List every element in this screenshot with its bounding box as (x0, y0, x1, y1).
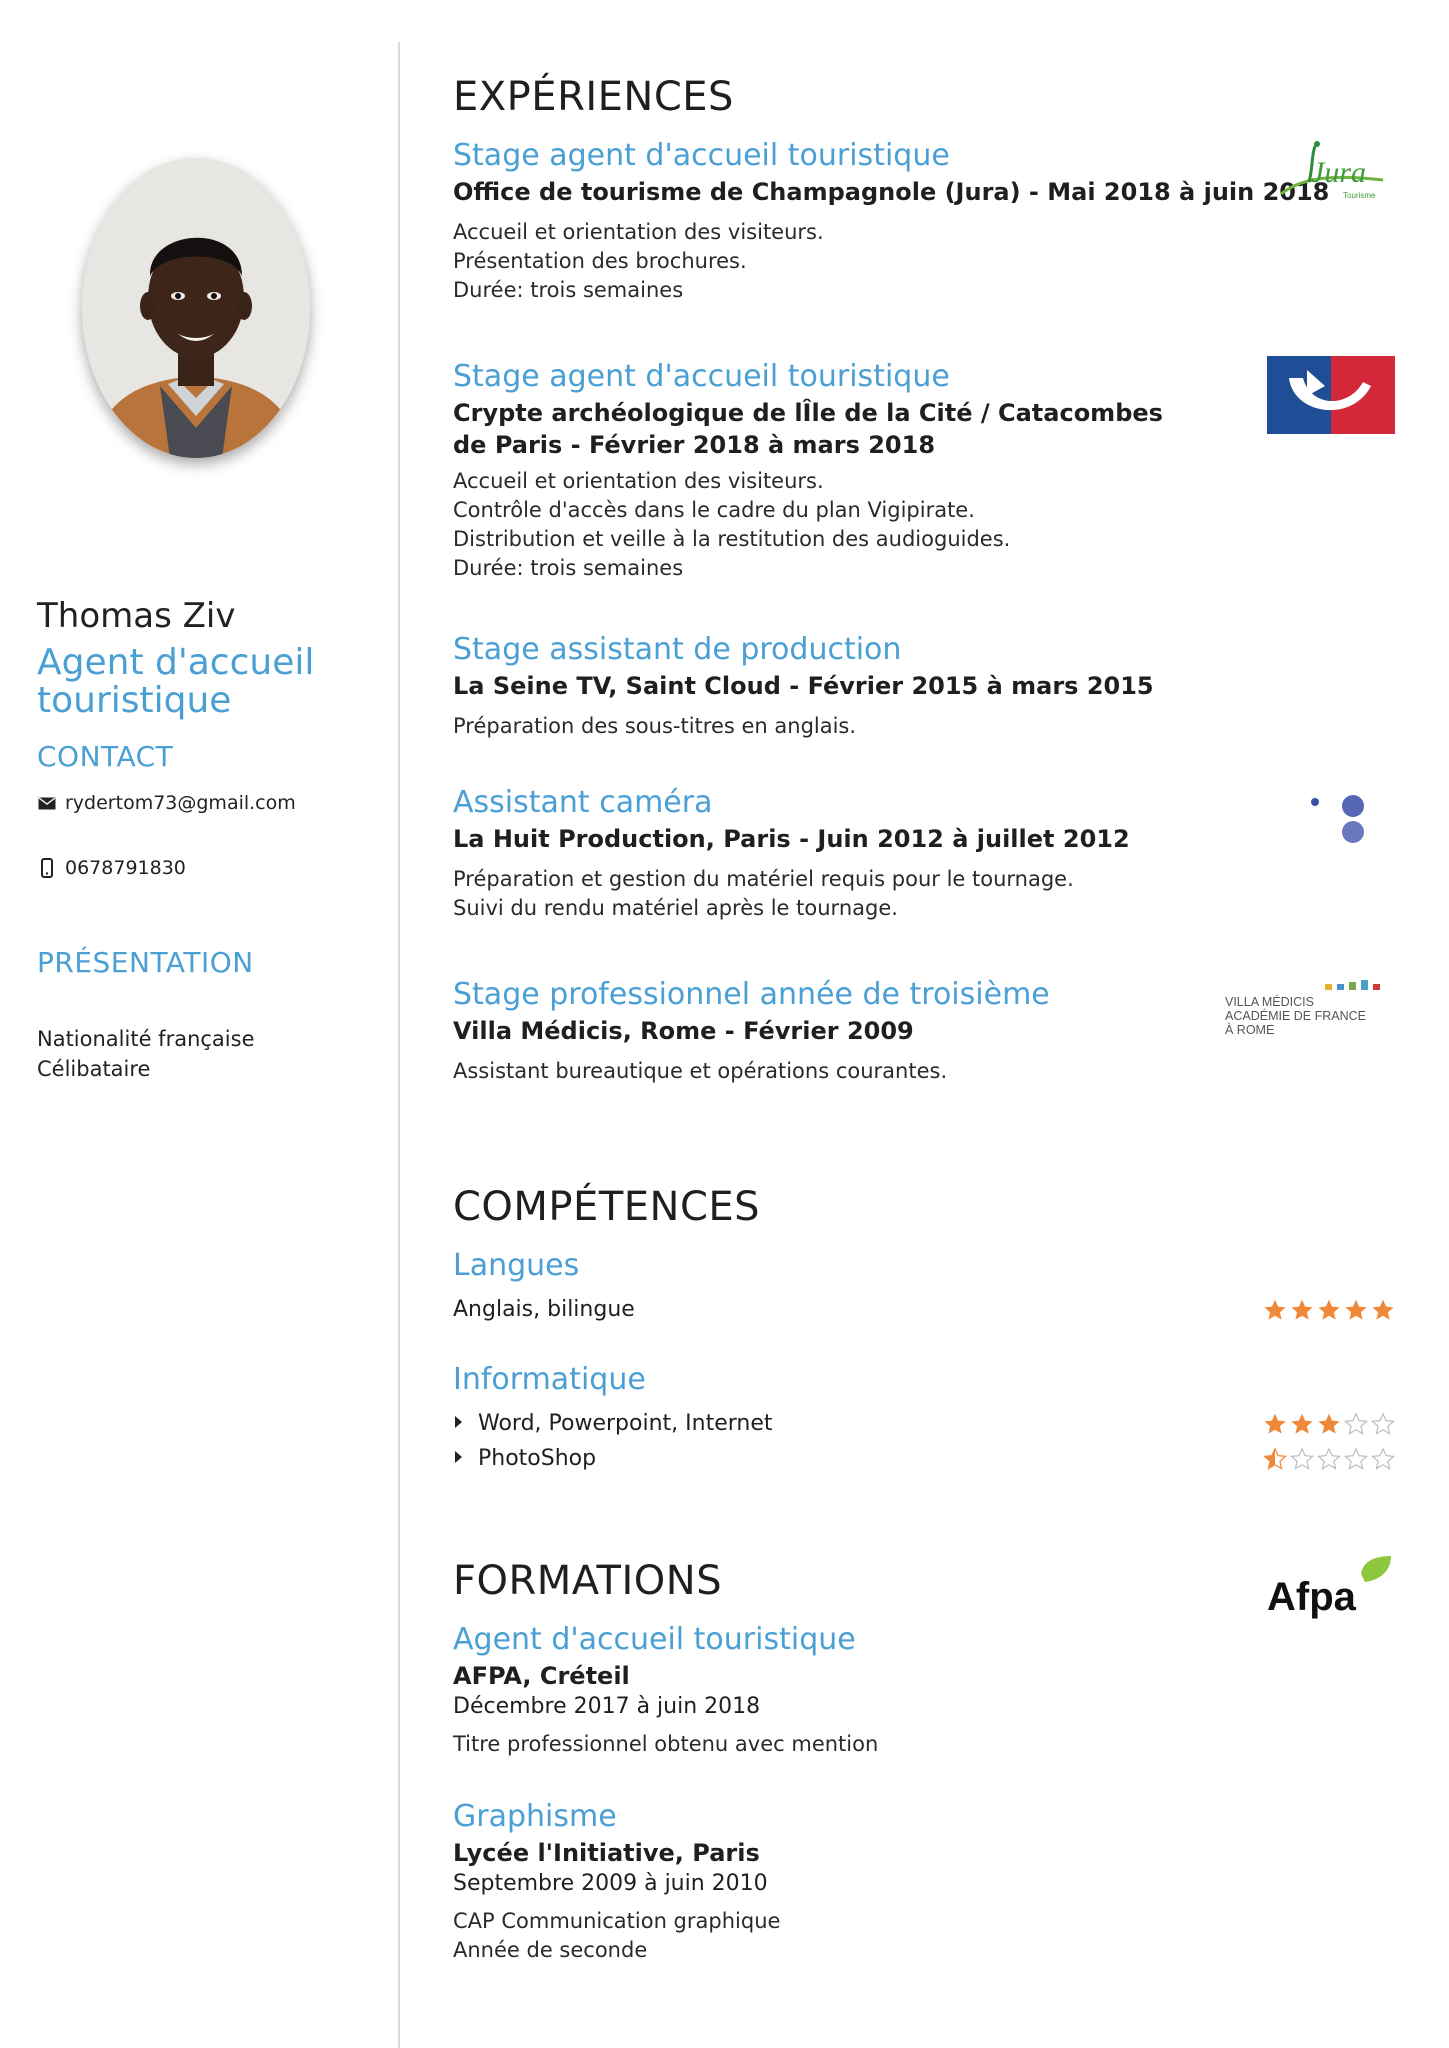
experience-entry (453, 785, 1213, 923)
skill-label: Word, Powerpoint, Internet (478, 1411, 773, 1436)
mobile-phone-icon (37, 858, 57, 878)
description-line: Présentation des brochures. (453, 249, 747, 273)
contact-phone-row[interactable] (37, 857, 186, 879)
afpa-logo-text: Afpa (1267, 1575, 1356, 1619)
competences-heading: COMPÉTENCES (453, 1184, 761, 1230)
experience-entry (453, 138, 1330, 305)
star-filled-icon (1371, 1298, 1395, 1322)
formation-title: Graphisme (453, 1799, 617, 1834)
formation-description (453, 1907, 1213, 1965)
star-empty-icon (1371, 1447, 1395, 1471)
villa-logo-line: À ROME (1225, 1023, 1275, 1037)
contact-heading: CONTACT (37, 740, 174, 773)
description-line: Durée: trois semaines (453, 556, 684, 580)
skill-row (453, 1441, 1413, 1476)
star-empty-icon (1371, 1412, 1395, 1436)
experience-title: Stage agent d'accueil touristique (453, 138, 950, 173)
experience-title: Stage agent d'accueil touristique (453, 359, 950, 394)
description-line: Durée: trois semaines (453, 278, 684, 302)
presentation-text (37, 1024, 255, 1084)
description-line: Accueil et orientation des visiteurs. (453, 220, 824, 244)
formation-date: Décembre 2017 à juin 2018 (453, 1694, 761, 1719)
skill-label: PhotoShop (478, 1446, 597, 1471)
skill-group-langues (453, 1248, 1413, 1327)
formation-date: Septembre 2009 à juin 2010 (453, 1871, 768, 1896)
presentation-line: Célibataire (37, 1057, 151, 1081)
formation-org: Lycée l'Initiative, Paris (453, 1839, 760, 1867)
experience-entry (453, 632, 1213, 741)
villa-logo-line: VILLA MÉDICIS (1225, 995, 1314, 1009)
experience-org: Office de tourisme de Champagnole (Jura) - Mai 2018 à juin 2018 (453, 178, 1330, 206)
contact-email-row[interactable] (37, 792, 296, 814)
afpa-logo (1265, 1554, 1395, 1624)
jura-logo-text: Jura (1311, 156, 1366, 189)
description-line: Accueil et orientation des visiteurs. (453, 469, 824, 493)
bullet-triangle-icon (455, 1416, 462, 1428)
star-filled-icon (1263, 1412, 1287, 1436)
description-line: Contrôle d'accès dans le cadre du plan Vigipirate. (453, 498, 975, 522)
formation-description (453, 1730, 1213, 1759)
contact-email[interactable]: rydertom73@gmail.com (65, 792, 296, 814)
experience-description (453, 218, 1213, 305)
star-half-icon (1263, 1447, 1287, 1471)
formation-entry (453, 1622, 1213, 1759)
formation-entry (453, 1799, 1213, 1965)
star-empty-icon (1290, 1447, 1314, 1471)
experiences-heading: EXPÉRIENCES (453, 74, 734, 120)
la-huit-production-logo (1309, 788, 1369, 850)
experience-description (453, 1057, 1213, 1086)
skill-rating-stars (1263, 1441, 1395, 1476)
profile-photo (82, 158, 310, 458)
formation-org: AFPA, Créteil (453, 1662, 630, 1690)
skill-rating-stars (1263, 1292, 1395, 1327)
skill-group-title: Informatique (453, 1362, 646, 1397)
star-empty-icon (1344, 1412, 1368, 1436)
skill-row (453, 1406, 1413, 1441)
experience-org: La Huit Production, Paris - Juin 2012 à juillet 2012 (453, 825, 1130, 853)
skill-label: Anglais, bilingue (453, 1297, 635, 1322)
star-empty-icon (1317, 1447, 1341, 1471)
experience-title: Assistant caméra (453, 785, 713, 820)
envelope-icon (37, 793, 57, 813)
star-filled-icon (1317, 1298, 1341, 1322)
villa-logo-line: ACADÉMIE DE FRANCE (1225, 1009, 1366, 1023)
star-filled-icon (1317, 1412, 1341, 1436)
skill-group-informatique (453, 1362, 1413, 1476)
experience-org: Villa Médicis, Rome - Février 2009 (453, 1017, 914, 1045)
experience-description (453, 467, 1213, 583)
experience-description (453, 865, 1213, 923)
experience-description (453, 712, 1213, 741)
description-line: Assistant bureautique et opérations courantes. (453, 1059, 948, 1083)
experience-entry (453, 359, 1213, 583)
formations-heading: FORMATIONS (453, 1558, 723, 1604)
contact-phone[interactable]: 0678791830 (65, 857, 186, 879)
profile-job-title: Agent d'accueil touristique (37, 642, 315, 721)
presentation-line: Nationalité française (37, 1027, 255, 1051)
description-line: CAP Communication graphique (453, 1909, 781, 1933)
description-line: Préparation des sous-titres en anglais. (453, 714, 857, 738)
star-filled-icon (1344, 1298, 1368, 1322)
experience-title: Stage professionnel année de troisième (453, 977, 1050, 1012)
star-empty-icon (1344, 1447, 1368, 1471)
description-line: Distribution et veille à la restitution des audioguides. (453, 527, 1011, 551)
experience-entry (453, 977, 1213, 1086)
bullet-triangle-icon (455, 1451, 462, 1463)
description-line: Année de seconde (453, 1938, 648, 1962)
skill-group-title: Langues (453, 1248, 580, 1283)
star-filled-icon (1290, 1412, 1314, 1436)
profile-name: Thomas Ziv (37, 596, 236, 636)
formation-title: Agent d'accueil touristique (453, 1622, 856, 1657)
monuments-nationaux-logo (1267, 356, 1395, 434)
skill-rating-stars (1263, 1406, 1395, 1441)
experience-title: Stage assistant de production (453, 632, 902, 667)
star-filled-icon (1263, 1298, 1287, 1322)
experience-org: Crypte archéologique de lÎle de la Cité / Catacombes de Paris - Février 2018 à mars 2018 (453, 399, 1163, 459)
jura-tourisme-logo (1271, 138, 1391, 208)
description-line: Titre professionnel obtenu avec mention (453, 1732, 879, 1756)
presentation-heading: PRÉSENTATION (37, 946, 254, 979)
jura-logo-subtext: Tourisme (1343, 191, 1376, 200)
description-line: Suivi du rendu matériel après le tournage. (453, 896, 898, 920)
villa-medicis-logo (1225, 980, 1395, 1042)
skill-row (453, 1292, 1413, 1327)
star-filled-icon (1290, 1298, 1314, 1322)
description-line: Préparation et gestion du matériel requis pour le tournage. (453, 867, 1074, 891)
experience-org: La Seine TV, Saint Cloud - Février 2015 à mars 2015 (453, 672, 1154, 700)
column-divider (398, 42, 400, 2048)
